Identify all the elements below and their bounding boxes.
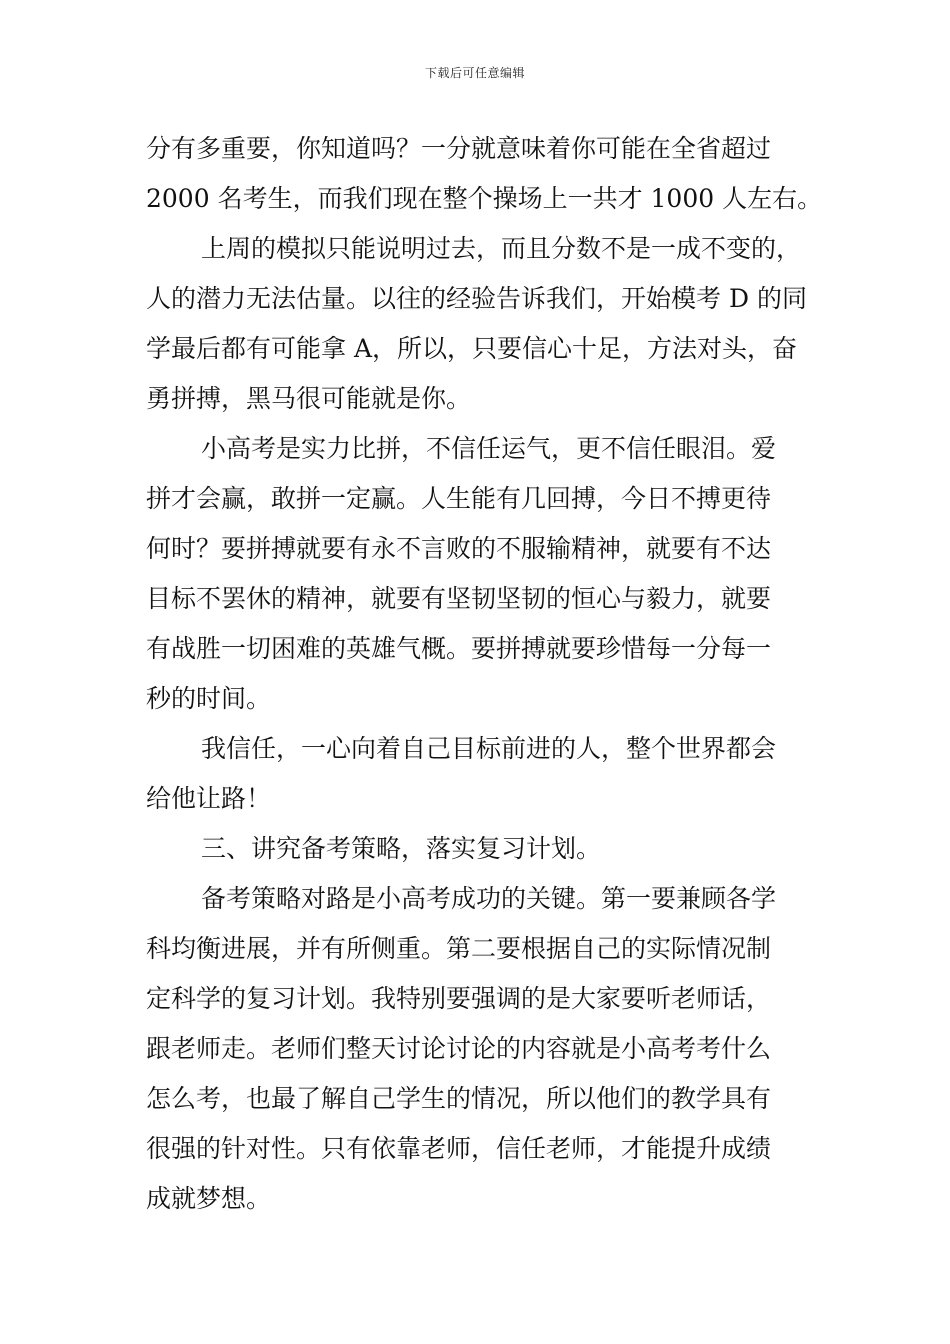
- text-line: 跟老师走。老师们整天讨论讨论的内容就是小高考考什么: [146, 1034, 772, 1063]
- paragraph-first-line: 小高考是实力比拼，不信任运气，更不信任眼泪。爱: [201, 434, 777, 463]
- text-line: 何时？要拼搏就要有永不言败的不服输精神，就要有不达: [146, 534, 772, 563]
- text-line: 勇拼搏，黑马很可能就是你。: [146, 384, 472, 413]
- text-line: 秒的时间。: [146, 684, 272, 713]
- section-heading: 三、讲究备考策略，落实复习计划。: [201, 834, 602, 863]
- text-line: 怎么考，也最了解自己学生的情况，所以他们的教学具有: [146, 1084, 772, 1113]
- text-line: 学最后都有可能拿 A，所以，只要信心十足，方法对头，奋: [146, 334, 798, 363]
- text-line: 定科学的复习计划。我特别要强调的是大家要听老师话，: [146, 984, 772, 1013]
- paragraph-first-line: 上周的模拟只能说明过去，而且分数不是一成不变的，: [201, 234, 802, 263]
- text-line: 目标不罢休的精神，就要有坚韧坚韧的恒心与毅力，就要: [146, 584, 772, 613]
- text-line: 2000 名考生，而我们现在整个操场上一共才 1000 人左右。: [146, 184, 823, 213]
- text-line: 人的潜力无法估量。以往的经验告诉我们，开始模考 D 的同: [146, 284, 807, 313]
- text-line: 科均衡进展，并有所侧重。第二要根据自己的实际情况制: [146, 934, 772, 963]
- text-line: 拼才会赢，敢拼一定赢。人生能有几回搏，今日不搏更待: [146, 484, 772, 513]
- text-line: 很强的针对性。只有依靠老师，信任老师，才能提升成绩: [146, 1134, 772, 1163]
- text-line: 成就梦想。: [146, 1184, 272, 1213]
- page-header: 下载后可任意编辑: [424, 66, 525, 80]
- paragraph-first-line: 我信任，一心向着自己目标前进的人，整个世界都会: [201, 734, 777, 763]
- paragraph-first-line: 备考策略对路是小高考成功的关键。第一要兼顾各学: [201, 884, 777, 913]
- text-line: 有战胜一切困难的英雄气概。要拼搏就要珍惜每一分每一: [146, 634, 772, 663]
- text-line: 分有多重要，你知道吗？一分就意味着你可能在全省超过: [146, 134, 772, 163]
- text-line: 给他让路！: [146, 784, 272, 813]
- document-body: [146, 124, 836, 1224]
